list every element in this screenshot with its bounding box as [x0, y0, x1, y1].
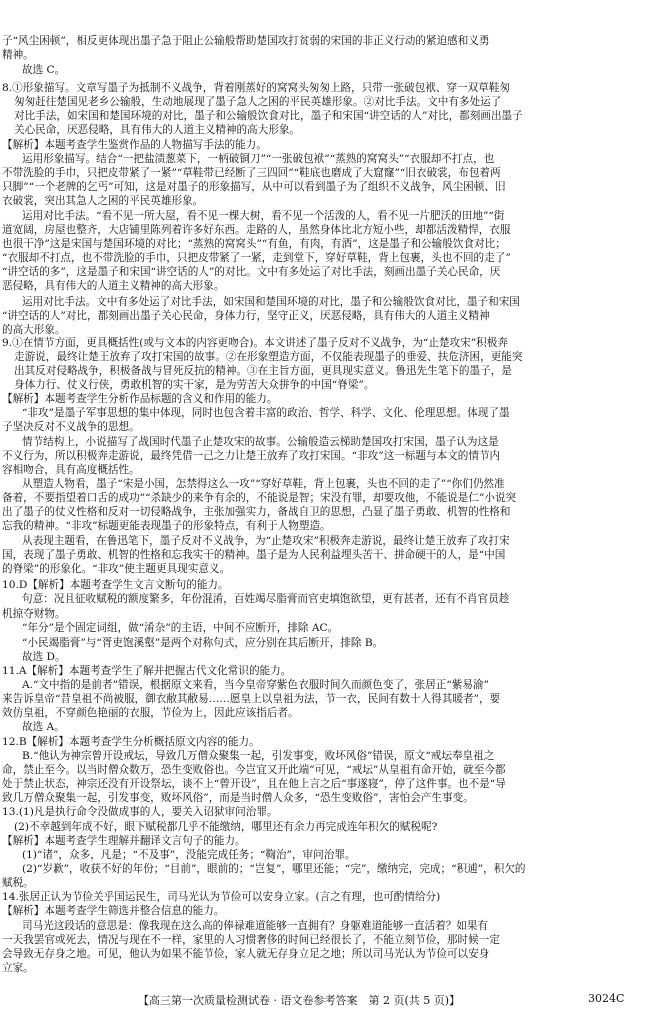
text-line: 衣破裳，突出其急人之困的平民英雄形象。: [2, 195, 204, 207]
text-line: 运用对比手法。“看不见一所大屋，看不见一棵大树，看不见一个活泼的人，看不见一片肥沃的田地”“街: [22, 210, 505, 222]
text-line: 9.①在情节方面，更具概括性(或与文本的内容更吻合)。本文讲述了墨子反对不义战争，为“止楚攻宋”积极奔: [2, 337, 508, 349]
text-line: 13.(1)凡是执行命令没做成事的人，要关入诏狱审问治罪。: [2, 806, 278, 818]
text-line: (2)“岁歉”，收获不好的年份；“目前”，眼前的；“岂复”，哪里还能；“完”，缴纳完，完成；“积逋”，积欠的: [22, 863, 526, 875]
text-line: “衣服却不打点，也不带洗脸的手巾，只把皮带紧了一紧，走到堂下，穿好草鞋，背上包裹，头也不回的走了”: [2, 252, 511, 264]
text-line: 10.D【解析】本题考查学生文言文断句的能力。: [2, 579, 229, 591]
text-line: 国，表现了墨子勇敢、机智的性格和忘我实干的精神。墨子是为人民利益埋头苦干、拼命硬干的人，是“中国: [2, 549, 506, 561]
text-line: 会导致无存身之地。可见，他认为如果不能节俭，家人就无存身立足之地；所以司马光认为节俭可以安身: [2, 948, 490, 960]
text-line: “年分”是个固定词组，做“淆杂”的主语，中间不应断开，排除 AC。: [22, 622, 339, 634]
text-line: 关心民命，厌恶侵略，具有伟大的人道主义精神的高大形象。: [14, 124, 301, 136]
text-line: 不带洗脸的手巾，只把皮带紧了一紧”“草鞋带已经断了三四回”“鞋底也磨成了大窟窿”“旧衣破裳，布包着两: [2, 167, 501, 179]
text-line: 致几万僧众聚集一起，引发事变，败坏风俗”，而是当时僧人众多，“恐生变败俗”，害怕会产生事变。: [2, 792, 474, 804]
text-line: 故选 C。: [22, 64, 66, 76]
text-line: 12.B【解析】本题考查学生分析概括原文内容的能力。: [2, 736, 260, 748]
text-line: 立家。: [2, 962, 34, 974]
text-line: B.“他认为神宗曾开设戒坛，导致几万僧众聚集一起，引发事变，败坏风俗”错误，原文“戒坛奉皇祖之: [22, 750, 495, 762]
text-line: 一天我罢官或死去，情况与现在不一样，家里的人习惯奢侈的时间已经很长了，不能立刻节俭，那时候一定: [2, 934, 500, 946]
text-line: 句意：况且征收赋税的额度繁多，年份混淆，百姓竭尽脂膏而官吏填饱欲望，更有甚者，还有不肖官员趁: [22, 593, 510, 605]
text-line: 命，禁止至今。以当时僧众数万，恐生变败俗也。今岂宜又开此端”可见，“戒坛”从皇祖有命开始，就至今都: [2, 764, 506, 776]
text-line: 身体力行、仗义行侠，勇敢机智的实干家，是为劳苦大众拼争的中国“脊梁”。: [14, 379, 375, 391]
text-line: 不义行为，所以积极奔走游说，最终凭借一己之力让楚王放弃了攻打宋国。“非攻”这一标题与本文的情节内: [2, 450, 501, 462]
text-line: “讲空话的多”，这是墨子和宋国“讲空话的人”的对比。文中有多处运了对比手法，刻画出墨子关心民命，厌: [2, 266, 501, 278]
text-line: 司马光这段话的意思是：像我现在这么高的俸禄难道能够一直拥有？身躯难道能够一直活着？如果有: [22, 920, 489, 932]
document-code: 3024C: [588, 992, 625, 1005]
text-line: 机掠夺财物。: [2, 608, 66, 620]
text-line: 只脚”“一个老牌的乞丐”可知，这是对墨子的形象描写，从中可以看到墨子为了组织不义战争，风尘困顿、旧: [2, 181, 506, 193]
text-line: A.“文中指的是前者”错误，根据原文来看，当今皇帝穿紫色衣服时间久而颜色变了，张居正“紫易渝”: [22, 679, 490, 691]
text-line: 14.张居正认为节俭关乎国运民生，司马光认为节俭可以安身立家。(言之有理，也可酌情给分): [2, 891, 441, 903]
text-line: 来告诉皇帝“昔皇祖不尚被服，御衣敝其敝易……愿皇上以皇祖为法，节一衣，民间有数十人得其暖者”，要: [2, 693, 501, 705]
text-line: 的高大形象。: [2, 324, 66, 336]
text-line: 从塑造人物看，墨子“宋是小国，怎禁得这么一攻”“穿好草鞋，背上包裹，头也不回的走了”“你们仍然准: [22, 478, 505, 490]
text-line: 的脊梁”的形象化。“非攻”使主题更具现实意义。: [2, 563, 231, 575]
text-line: 故选 D。: [22, 651, 66, 663]
text-line: 恶侵略，具有伟大的人道主义精神的高大形象。: [2, 280, 225, 292]
text-line: “小民竭脂膏”与“胥吏饱溪壑”是两个对称句式，应分别在其后断开，排除 B。: [22, 637, 384, 649]
text-line: 故选 A。: [22, 721, 65, 733]
text-line: 【解析】本题考查学生鉴赏作品的人物描写手法的能力。: [2, 139, 267, 151]
text-line: 出其反对侵略战争，积极备战与冒死反抗的精神。③在主旨方面，更具现实意义。鲁迅先生笔下的墨子，是: [14, 365, 512, 377]
text-line: 精神。: [2, 49, 34, 61]
text-line: “非攻”是墨子军事思想的集中体现，同时也包含着丰富的政治、哲学、科学、文化、伦理思想。体现了墨: [22, 407, 510, 419]
text-line: 8.①形象描写。文章写墨子为抵制不义战争，背着刚蒸好的窝窝头匆匆上路，只带一张破包袱、穿一双草鞋匆: [2, 82, 511, 94]
text-line: 赋税。: [2, 877, 34, 889]
text-line: 对比手法，如宋国和楚国环境的对比，墨子和公输般饮食对比，墨子和宋国“讲空话的人”对比，都刻画出墨子: [14, 110, 523, 122]
footer-title: 【高三第一次质量检测试卷 · 语文卷参考答案 第 2 页(共 5 页)】: [138, 994, 461, 1007]
text-line: 从表现主题看，在鲁迅笔下，墨子反对不义战争，为“止楚攻宋”积极奔走游说，最终让楚王放弃了攻打宋: [22, 535, 510, 547]
text-line: 11.A【解析】本题考查学生了解并把握古代文化常识的能力。: [2, 665, 292, 677]
text-line: 容相吻合，具有高度概括性。: [2, 464, 140, 476]
text-line: 【解析】本题考查学生理解并翻译文言句子的能力。: [2, 835, 246, 847]
text-line: 子“风尘困顿”，相反更体现出墨子急于阻止公输般帮助楚国攻打贫弱的宋国的非正义行动的紧迫感和义勇: [2, 35, 490, 47]
text-line: 也很干净”这是宋国与楚国环境的对比；“蒸熟的窝窝头”“有鱼，有肉，有酒”，这是墨子和公输般饮食对比；: [2, 238, 506, 250]
text-line: 备着，不要指望着口舌的成功”“杀缺少的来争有余的，不能说是智；宋没有罪，却要攻他，不能说是仁”小说突: [2, 492, 517, 504]
text-line: 匆匆赶往楚国见老乡公输般，生动地展现了墨子急人之困的平民英雄形象。②对比手法。文中有多处运了: [14, 96, 502, 108]
text-line: (2)不幸越到年成不好，眼下赋税都几乎不能缴纳，哪里还有余力再完成连年积欠的赋税呢?: [14, 821, 438, 833]
text-line: 【解析】本题考查学生分析作品标题的含义和作用的能力。: [2, 393, 278, 405]
text-line: 运用对比手法。文中有多处运了对比手法，如宋国和楚国环境的对比，墨子和公输般饮食对比，墨子和宋国: [22, 296, 520, 308]
text-line: 子坚决反对不义战争的思想。: [2, 421, 140, 433]
text-line: 出了墨子的仗义性格和反对一切侵略战争，主张加强实力，备战自卫的思想，凸显了墨子勇敢、机智的性格和: [2, 506, 511, 518]
text-line: 忘我的精神。“非攻”标题更能表现墨子的形象特点，有利于人物塑造。: [2, 520, 331, 532]
page-footer: [0, 992, 648, 1010]
text-line: (1)“诸”，众多，凡是；“不及事”，没能完成任务；“鞫治”，审问治罪。: [22, 849, 356, 861]
text-line: 处于禁止状态，神宗还没有开设祭坛，谈不上“曾开设”，且在他上言之后“事遂寝”，停了这件事。也不是“导: [2, 778, 506, 790]
text-line: 【解析】本题考查学生筛选并整合信息的能力。: [2, 905, 225, 917]
text-line: 走游说，最终让楚王放弃了攻打宋国的故事。②在形象塑造方面，不仅能表现墨子的垂爱、扶危济困，更能突: [14, 351, 523, 363]
text-line: 效仿皇祖，不穿颜色艳丽的衣服，节俭为上，因此应该指后者。: [2, 707, 299, 719]
text-line: “讲空话的人”对比，都刻画出墨子关心民命，身体力行，坚守正义，厌恶侵略，具有伟大的人道主义精神: [2, 310, 490, 322]
text-line: 道宽阔，房屋也整齐，大店铺里陈列着许多好东西。走路的人，虽然身体比北方短小些，却都活泼精悍，衣服: [2, 224, 511, 236]
text-line: 情节结构上，小说描写了战国时代墨子止楚攻宋的故事。公输般造云梯助楚国攻打宋国，墨子认为这是: [22, 436, 499, 448]
text-line: 运用形象描写。结合“一把盐渍葱菜下，一柄破铜刀”“一张破包袱”“蒸熟的窝窝头”“衣服却不打点，也: [22, 153, 495, 165]
